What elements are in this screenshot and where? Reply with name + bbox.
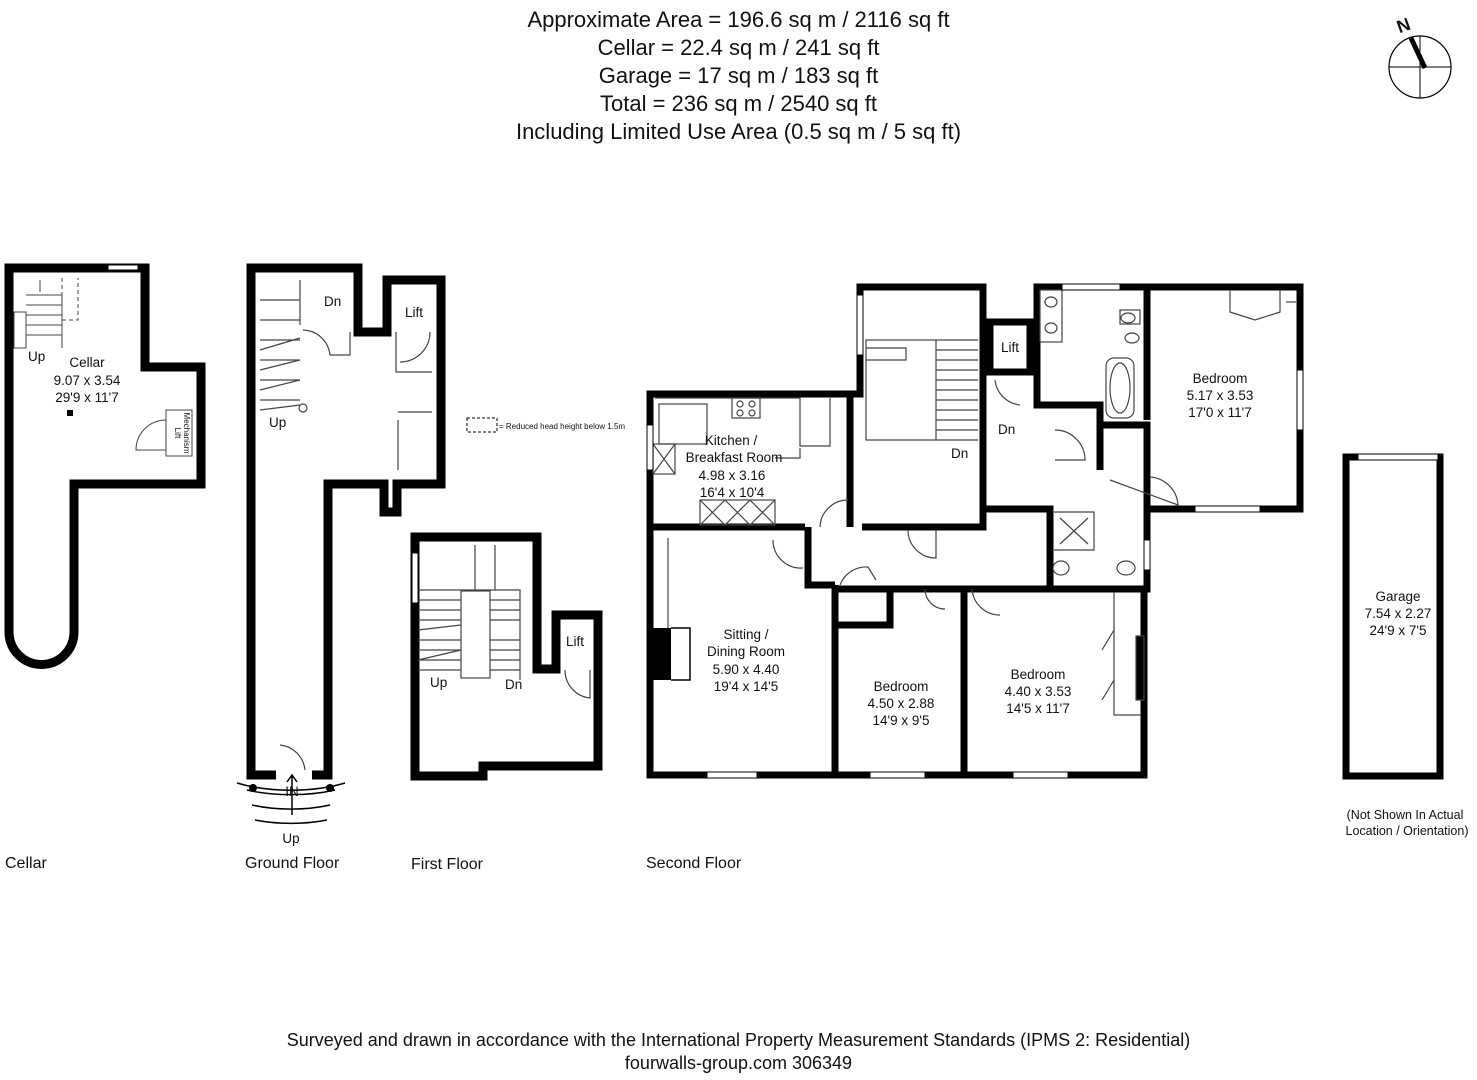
lift-mechanism-label-1: Lift: [173, 427, 182, 439]
second-stair-dn: Dn: [951, 446, 969, 461]
cellar-room-imperial: 29'9 x 11'7: [55, 390, 119, 405]
bedroom-2-imperial: 14'9 x 9'5: [872, 713, 930, 728]
garage-name: Garage: [1375, 589, 1421, 604]
bedroom-1-imperial: 17'0 x 11'7: [1188, 405, 1252, 420]
floor-label-cellar: Cellar: [5, 855, 47, 872]
ground-stair-dn: Dn: [324, 294, 342, 309]
garage-imperial: 24'9 x 7'5: [1369, 623, 1427, 638]
compass-north-label: N: [1394, 13, 1414, 38]
entrance-step-up: Up: [282, 831, 300, 846]
floor-label-first: First Floor: [411, 856, 483, 873]
garage-metric: 7.54 x 2.27: [1364, 606, 1432, 621]
ipms-statement: Surveyed and drawn in accordance with the International Property Measurement Standards (IPMS 2: Residential): [286, 1030, 1191, 1050]
total-area: Total = 236 sq m / 2540 sq ft: [600, 91, 877, 116]
lift-mechanism-label-2: Mechanism: [182, 412, 191, 454]
first-stair-dn: Dn: [505, 677, 523, 692]
floor-label-second: Second Floor: [646, 855, 742, 872]
floor-label-ground: Ground Floor: [245, 855, 340, 872]
approximate-area: Approximate Area = 196.6 sq m / 2116 sq ft: [527, 7, 950, 32]
garage-note-1: (Not Shown In Actual: [1346, 808, 1464, 822]
entrance-in-label: IN: [285, 784, 299, 799]
garage-note-2: Location / Orientation): [1345, 824, 1469, 838]
cellar-plan: [9, 268, 201, 665]
sitting-name-2: Dining Room: [706, 644, 786, 659]
kitchen-name-2: Breakfast Room: [685, 450, 783, 465]
bedroom-2-name: Bedroom: [873, 679, 929, 694]
limited-use-area: Including Limited Use Area (0.5 sq m / 5 sq ft): [515, 119, 962, 144]
bedroom-3-imperial: 14'5 x 11'7: [1006, 701, 1070, 716]
bedroom-3-metric: 4.40 x 3.53: [1004, 684, 1072, 699]
compass-icon: [1389, 36, 1451, 98]
sitting-metric: 5.90 x 4.40: [712, 662, 780, 677]
legend-text: = Reduced head height below 1.5m: [499, 422, 626, 431]
first-lift-label: Lift: [566, 634, 585, 649]
bedroom-1-metric: 5.17 x 3.53: [1186, 388, 1254, 403]
ground-stair-up: Up: [269, 415, 287, 430]
reference-code: fourwalls-group.com 306349: [624, 1053, 853, 1073]
ground-lift-label: Lift: [405, 305, 424, 320]
first-floor-plan: [415, 537, 598, 776]
cellar-room-metric: 9.07 x 3.54: [53, 373, 121, 388]
cellar-area: Cellar = 22.4 sq m / 241 sq ft: [597, 35, 880, 60]
garage-area: Garage = 17 sq m / 183 sq ft: [598, 63, 879, 88]
bedroom-2-metric: 4.50 x 2.88: [867, 696, 935, 711]
kitchen-imperial: 16'4 x 10'4: [699, 485, 765, 500]
sitting-imperial: 19'4 x 14'5: [713, 679, 779, 694]
first-stair-up: Up: [430, 675, 448, 690]
bedroom-1-name: Bedroom: [1192, 371, 1248, 386]
footer: [0, 1029, 1477, 1075]
sitting-name-1: Sitting /: [723, 627, 769, 642]
kitchen-name-1: Kitchen /: [704, 433, 758, 448]
second-landing-dn: Dn: [998, 422, 1016, 437]
cellar-stair-up: Up: [28, 349, 46, 364]
bedroom-3-name: Bedroom: [1010, 667, 1066, 682]
second-lift-label: Lift: [1001, 340, 1020, 355]
kitchen-metric: 4.98 x 3.16: [698, 468, 766, 483]
cellar-room-name: Cellar: [69, 355, 105, 370]
